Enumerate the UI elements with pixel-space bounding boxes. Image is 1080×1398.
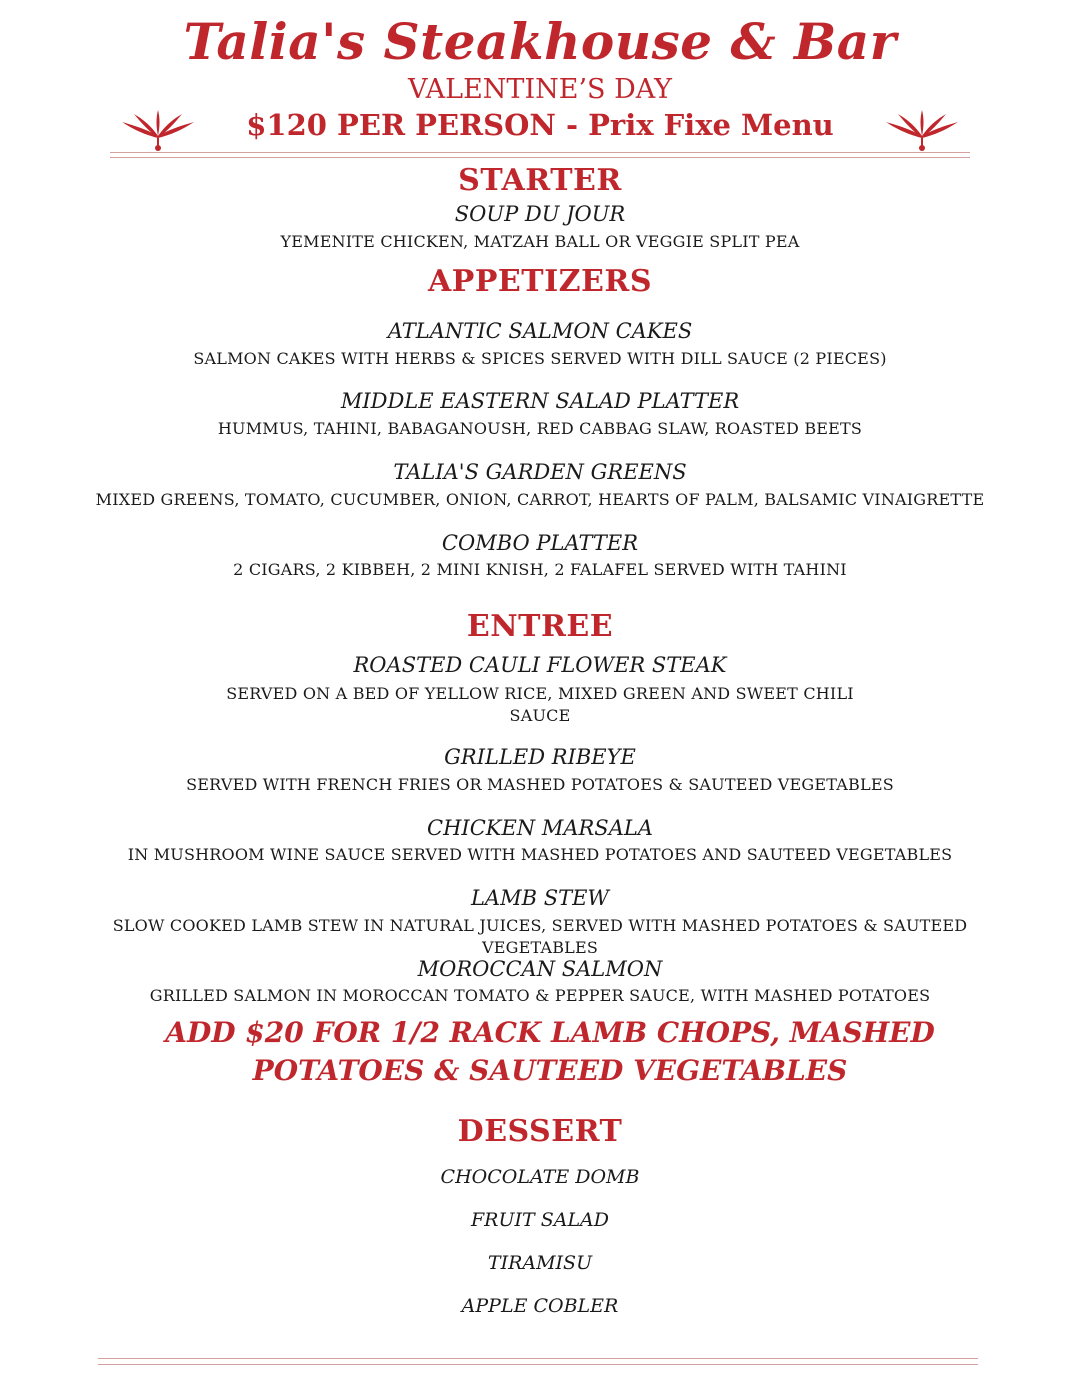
- restaurant-title: Talia's Steakhouse & Bar: [183, 12, 897, 71]
- appetizer-item-desc: SALMON CAKES WITH HERBS & SPICES SERVED WITH DILL SAUCE (2 PIECES): [193, 349, 887, 368]
- entree-item-name: LAMB STEW: [470, 886, 610, 910]
- entree-heading: ENTREE: [466, 609, 614, 644]
- dessert-item: TIRAMISU: [487, 1252, 593, 1274]
- lamb-chops-addon: ADD $20 FOR 1/2 RACK LAMB CHOPS, MASHED POTATOES & SAUTEED VEGETABLES: [165, 1016, 935, 1087]
- dessert-item: FRUIT SALAD: [470, 1209, 610, 1231]
- dessert-heading: DESSERT: [457, 1114, 623, 1149]
- appetizer-item-name: COMBO PLATTER: [441, 531, 639, 555]
- header-divider-bottom: [110, 157, 970, 158]
- entree-item-name: ROASTED CAULI FLOWER STEAK: [353, 653, 727, 677]
- header-divider-top: [110, 152, 970, 153]
- footer-divider-top: [98, 1358, 978, 1359]
- appetizer-item-desc: MIXED GREENS, TOMATO, CUCUMBER, ONION, CARROT, HEARTS OF PALM, BALSAMIC VINAIGRETTE: [95, 490, 985, 509]
- entree-item-name: CHICKEN MARSALA: [427, 816, 653, 840]
- left-fan-ornament-icon: [118, 108, 198, 152]
- dessert-item: CHOCOLATE DOMB: [440, 1166, 640, 1188]
- appetizer-item-name: ATLANTIC SALMON CAKES: [387, 319, 693, 343]
- entree-item-name: GRILLED RIBEYE: [444, 745, 636, 769]
- entree-item-desc: SERVED ON A BED OF YELLOW RICE, MIXED GREEN AND SWEET CHILI SAUCE: [226, 684, 854, 725]
- footer-divider-bottom: [98, 1364, 978, 1365]
- entree-item-name: MOROCCAN SALMON: [417, 957, 663, 981]
- right-fan-ornament-icon: [882, 108, 962, 152]
- occasion-title: VALENTINE’S DAY: [408, 74, 672, 105]
- appetizer-item-name: TALIA'S GARDEN GREENS: [393, 460, 687, 484]
- appetizer-item-desc: HUMMUS, TAHINI, BABAGANOUSH, RED CABBAG SLAW, ROASTED BEETS: [217, 419, 863, 438]
- dessert-item: APPLE COBLER: [461, 1295, 619, 1317]
- price-line: $120 PER PERSON - Prix Fixe Menu: [246, 108, 834, 142]
- starter-item-desc: YEMENITE CHICKEN, MATZAH BALL OR VEGGIE SPLIT PEA: [280, 232, 800, 251]
- appetizers-heading: APPETIZERS: [428, 264, 652, 299]
- starter-heading: STARTER: [458, 163, 622, 198]
- appetizer-item-desc: 2 CIGARS, 2 KIBBEH, 2 MINI KNISH, 2 FALAFEL SERVED WITH TAHINI: [233, 560, 847, 579]
- entree-item-desc: IN MUSHROOM WINE SAUCE SERVED WITH MASHED POTATOES AND SAUTEED VEGETABLES: [127, 845, 953, 864]
- starter-item-name: SOUP DU JOUR: [454, 202, 626, 226]
- entree-item-desc: GRILLED SALMON IN MOROCCAN TOMATO & PEPPER SAUCE, WITH MASHED POTATOES: [149, 986, 931, 1005]
- appetizer-item-name: MIDDLE EASTERN SALAD PLATTER: [340, 389, 740, 413]
- entree-item-desc: SERVED WITH FRENCH FRIES OR MASHED POTATOES & SAUTEED VEGETABLES: [186, 775, 894, 794]
- entree-item-desc: SLOW COOKED LAMB STEW IN NATURAL JUICES, SERVED WITH MASHED POTATOES & SAUTEED VEGETABLES: [112, 916, 968, 957]
